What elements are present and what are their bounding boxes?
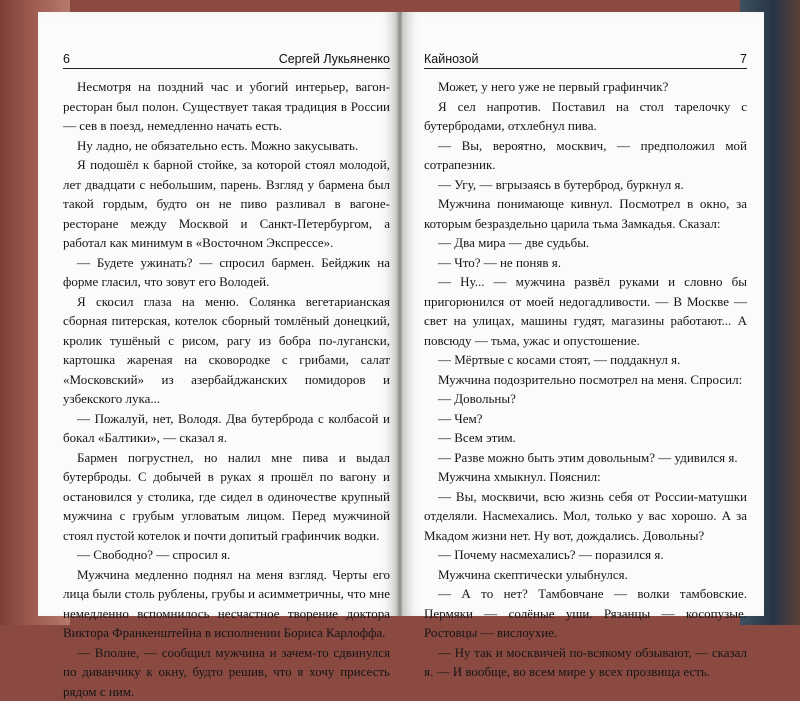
left-page-number: 6	[63, 52, 70, 66]
left-page-body	[63, 77, 390, 701]
paragraph: — Свободно? — спросил я.	[63, 545, 390, 565]
left-page-header	[63, 52, 390, 69]
paragraph: — Чем?	[424, 409, 747, 429]
left-running-head: Сергей Лукьяненко	[279, 52, 390, 66]
paragraph: Мужчина хмыкнул. Пояснил:	[424, 467, 747, 487]
paragraph: — Вполне, — сообщил мужчина и зачем-то сдвинулся по диванчику к окну, будто решив, что я хочу присесть рядом с ним.	[63, 643, 390, 701]
paragraph: Может, у него уже не первый графинчик?	[424, 77, 747, 97]
paragraph: — Почему насмехались? — поразился я.	[424, 545, 747, 565]
paragraph: — Мёртвые с косами стоят, — поддакнул я.	[424, 350, 747, 370]
paragraph: Мужчина понимающе кивнул. Посмотрел в окно, за которым безраздельно царила тьма Замкадья. Сказал:	[424, 194, 747, 233]
paragraph: — Что? — не поняв я.	[424, 253, 747, 273]
paragraph: Я сел напротив. Поставил на стол тарелочку с бутербродами, отхлебнул пива.	[424, 97, 747, 136]
paragraph: — Будете ужинать? — спросил бармен. Бейджик на форме гласил, что зовут его Володей.	[63, 253, 390, 292]
paragraph: Мужчина медленно поднял на меня взгляд. Черты его лица были столь рублены, грубы и асимметричны, что мне немедленно вспомнилось несчастное творение доктора Виктора Франкенштейна в исполнении Бориса Карлоффа.	[63, 565, 390, 643]
paragraph: — Довольны?	[424, 389, 747, 409]
paragraph: — А то нет? Тамбовчане — волки тамбовские. Пермяки — солёные уши. Рязанцы — косопузые. Ростовцы — вислоухие.	[424, 584, 747, 643]
paragraph: — Ну так и москвичей по-всякому обзывают, — сказал я. — И вообще, во всем мире у всех прозвища есть.	[424, 643, 747, 682]
paragraph: — Пожалуй, нет, Володя. Два бутерброда с колбасой и бокал «Балтики», — сказал я.	[63, 409, 390, 448]
paragraph: — Всем этим.	[424, 428, 747, 448]
paragraph: — Вы, вероятно, москвич, — предположил мой сотрапезник.	[424, 136, 747, 175]
paragraph: Несмотря на поздний час и убогий интерьер, вагон-ресторан был полон. Существует такая традиция в России — сев в поезд, немедленно начать есть.	[63, 77, 390, 136]
paragraph: — Угу, — вгрызаясь в бутерброд, буркнул я.	[424, 175, 747, 195]
paragraph: Бармен погрустнел, но налил мне пива и выдал бутерброды. С добычей в руках я прошёл по вагону и остановился у столика, где сидел в одиночестве крупный мужчина с грубым угловатым лицом. Перед мужчиной стоял пустой котелок и почти допитый графинчик водки.	[63, 448, 390, 546]
right-page-body	[424, 77, 747, 682]
right-page-header	[424, 52, 747, 69]
paragraph: — Разве можно быть этим довольным? — удивился я.	[424, 448, 747, 468]
paragraph: Мужчина подозрительно посмотрел на меня. Спросил:	[424, 370, 747, 390]
paragraph: Ну ладно, не обязательно есть. Можно закусывать.	[63, 136, 390, 156]
right-page	[402, 12, 764, 616]
right-page-number: 7	[740, 52, 747, 66]
right-running-head: Кайнозой	[424, 52, 478, 66]
paragraph: — Ну... — мужчина развёл руками и словно бы пригорюнился от моей недогадливости. — В Москве — свет на улицах, машины гудят, магазины работают... А повсюду — тьма, ужас и опустошение.	[424, 272, 747, 350]
paragraph: Я скосил глаза на меню. Солянка вегетарианская сборная питерская, котелок сборный томлёный донецкий, кролик тушёный с рисом, рагу из бобра по-лугански, картошка жареная на сковородке с грибами, салат «Московский» из азербайджанских помидоров и узбекского лука...	[63, 292, 390, 409]
paragraph: — Два мира — две судьбы.	[424, 233, 747, 253]
paragraph: Я подошёл к барной стойке, за которой стоял молодой, лет двадцати с небольшим, парень. Взгляд у бармена был такой гордым, будто он не пиво разливал в вагоне-ресторане между Москвой и Санкт-Петербургом, а работал как минимум в «Восточном Экспрессе».	[63, 155, 390, 253]
left-page	[38, 12, 398, 616]
paragraph: — Вы, москвичи, всю жизнь себя от России-матушки отделяли. Насмехались. Мол, только у вас хорошо. А за Мкадом жизни нет. Ну вот, дождались. Довольны?	[424, 487, 747, 546]
paragraph: Мужчина скептически улыбнулся.	[424, 565, 747, 585]
